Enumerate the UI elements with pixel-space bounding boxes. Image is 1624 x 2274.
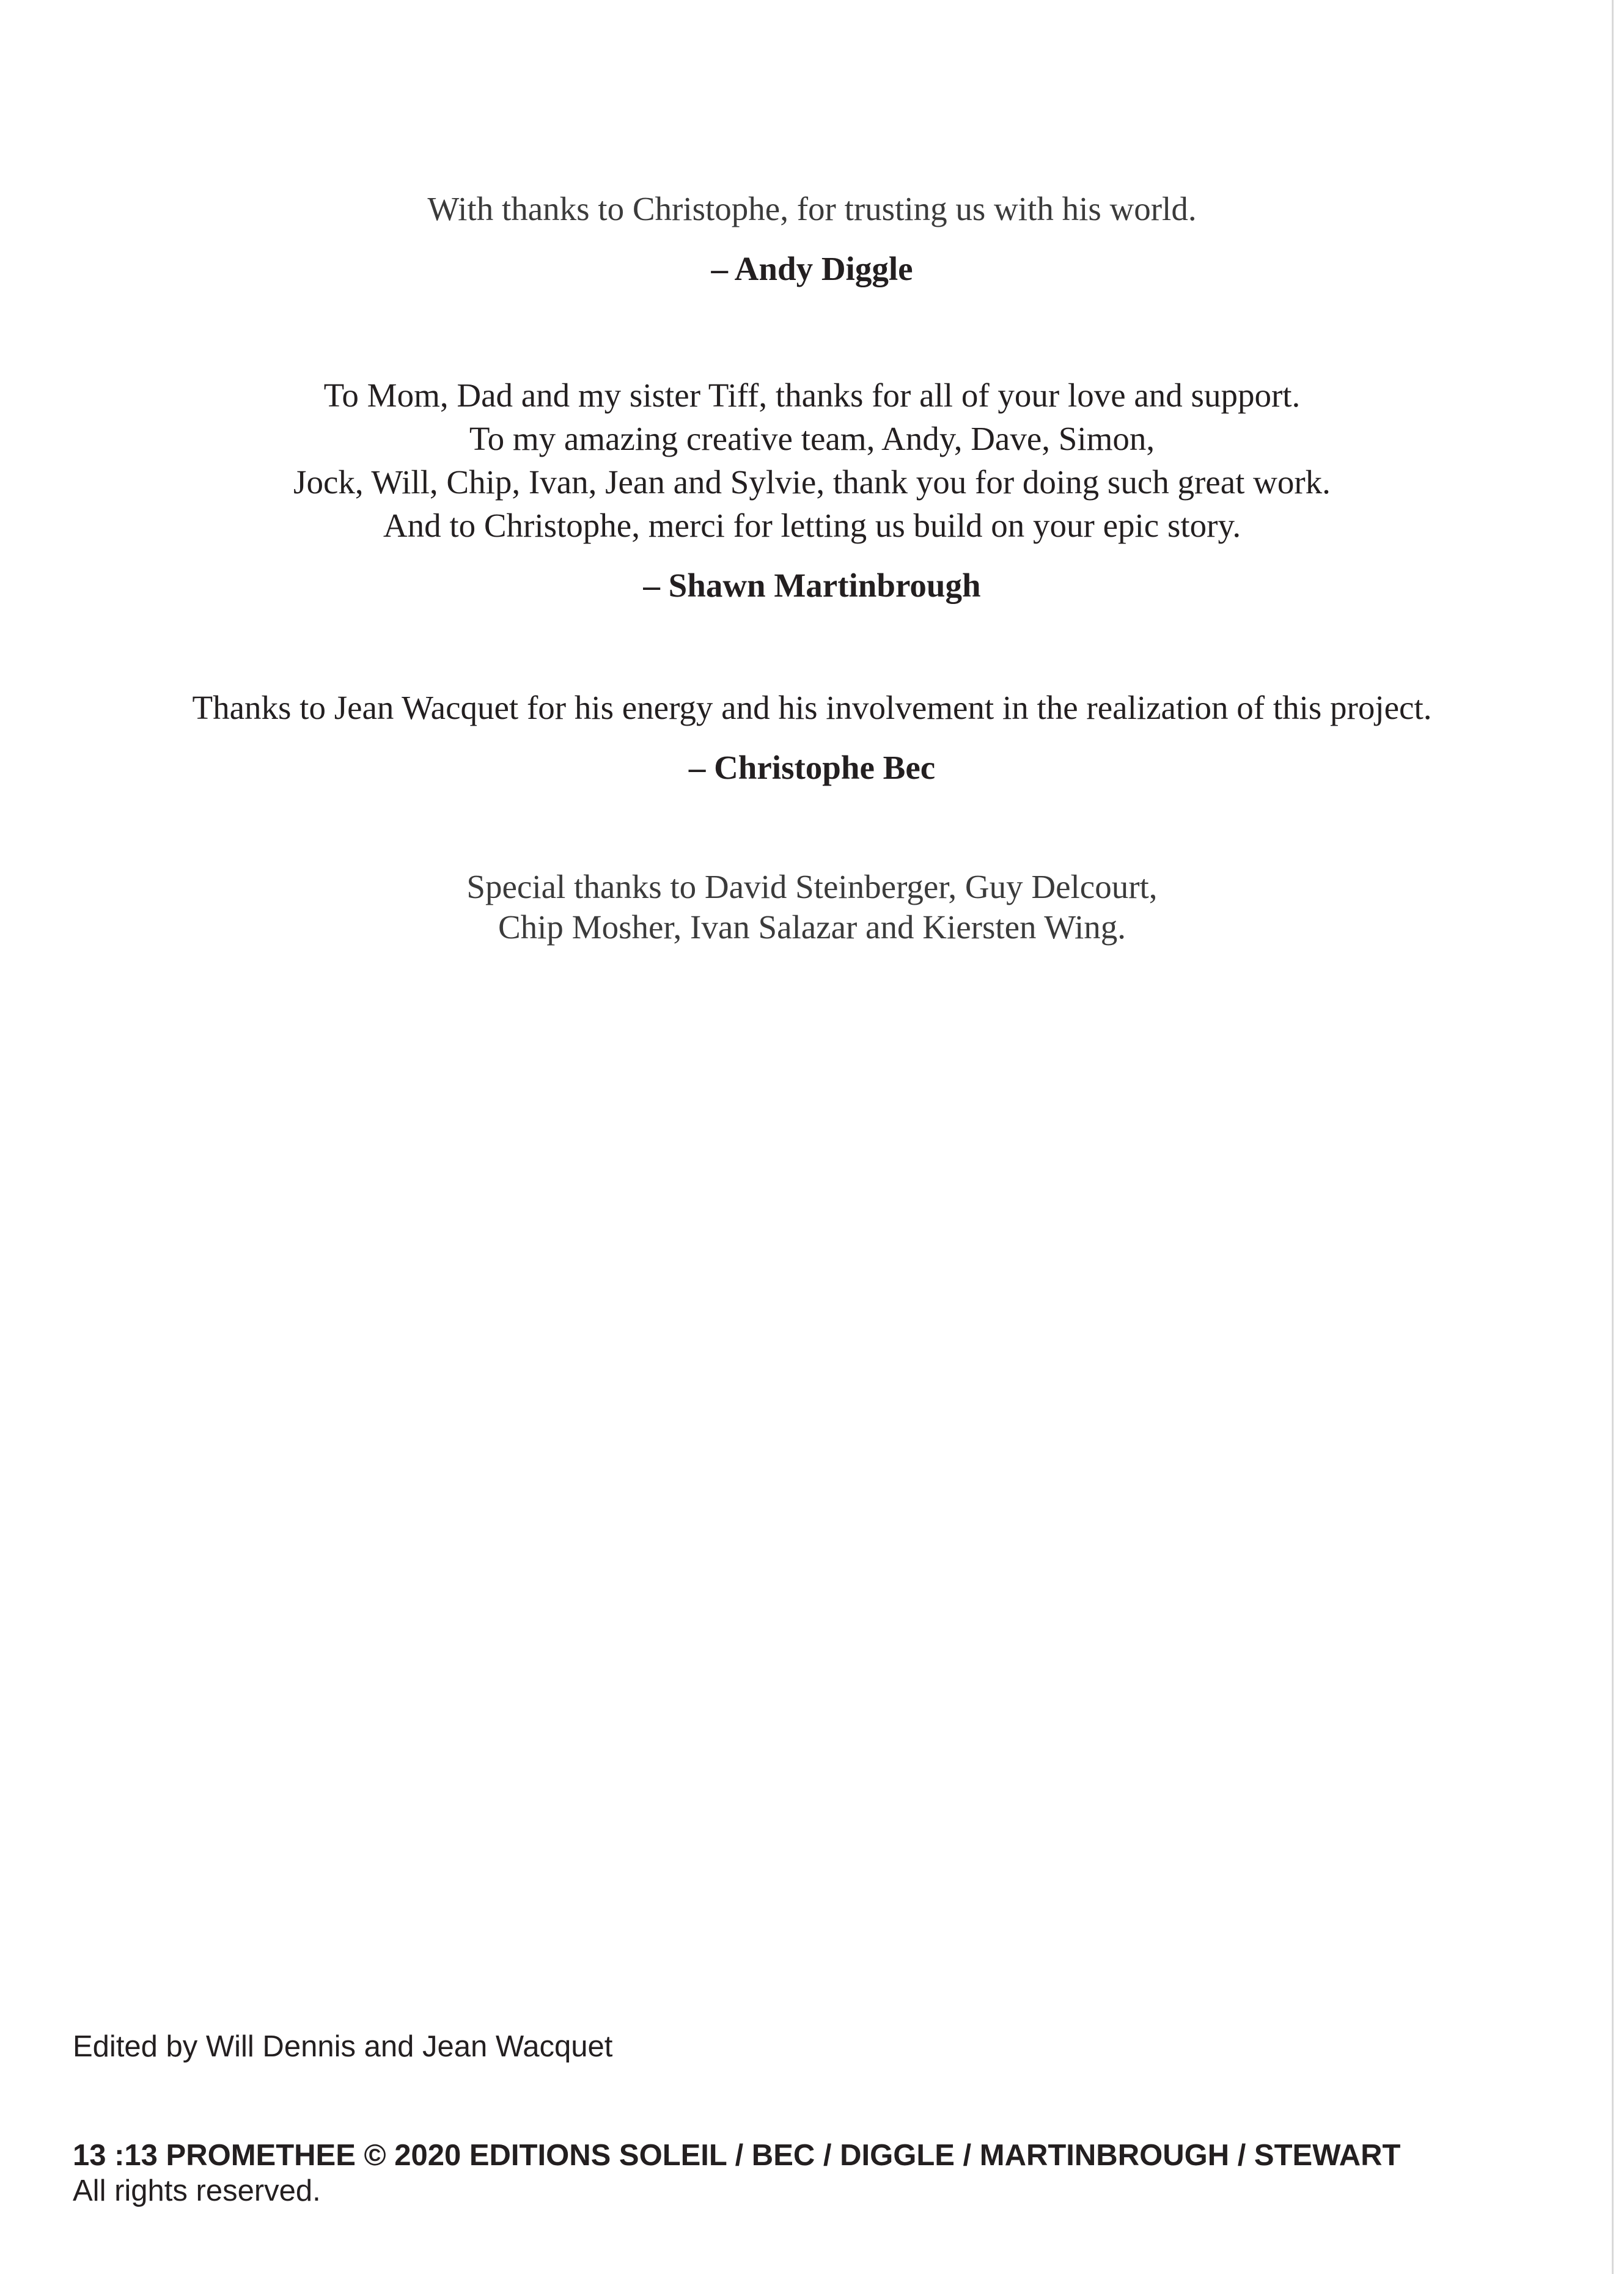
acknowledgement-text: And to Christophe, merci for letting us build on your epic story. — [383, 507, 1241, 544]
acknowledgement-text: With thanks to Christophe, for trusting us with his world. — [427, 190, 1197, 227]
edited-by-credit: Edited by Will Dennis and Jean Wacquet — [73, 2030, 613, 2063]
special-thanks — [0, 867, 1624, 948]
rights-reserved: All rights reserved. — [73, 2174, 321, 2207]
page-edge-divider — [1612, 0, 1624, 2274]
signature: – Shawn Martinbrough — [643, 567, 981, 604]
acknowledgement-text: Jock, Will, Chip, Ivan, Jean and Sylvie, thank you for doing such great work. — [293, 463, 1331, 501]
special-thanks-text: Special thanks to David Steinberger, Guy Delcourt, — [466, 868, 1158, 905]
acknowledgement-shawn-martinbrough — [0, 373, 1624, 607]
acknowledgement-text: Thanks to Jean Wacquet for his energy and his involvement in the realization of this project. — [192, 689, 1432, 726]
acknowledgement-andy-diggle — [0, 187, 1624, 290]
copyright-notice: 13 :13 PROMETHEE © 2020 EDITIONS SOLEIL / BEC / DIGGLE / MARTINBROUGH / STEWART — [73, 2139, 1401, 2172]
special-thanks-text: Chip Mosher, Ivan Salazar and Kiersten Wing. — [498, 908, 1126, 946]
acknowledgement-text: To Mom, Dad and my sister Tiff, thanks for all of your love and support. — [323, 377, 1301, 414]
signature: – Andy Diggle — [711, 250, 913, 287]
acknowledgement-christophe-bec — [0, 686, 1624, 789]
acknowledgement-text: To my amazing creative team, Andy, Dave, Simon, — [469, 420, 1155, 457]
signature: – Christophe Bec — [688, 749, 936, 786]
